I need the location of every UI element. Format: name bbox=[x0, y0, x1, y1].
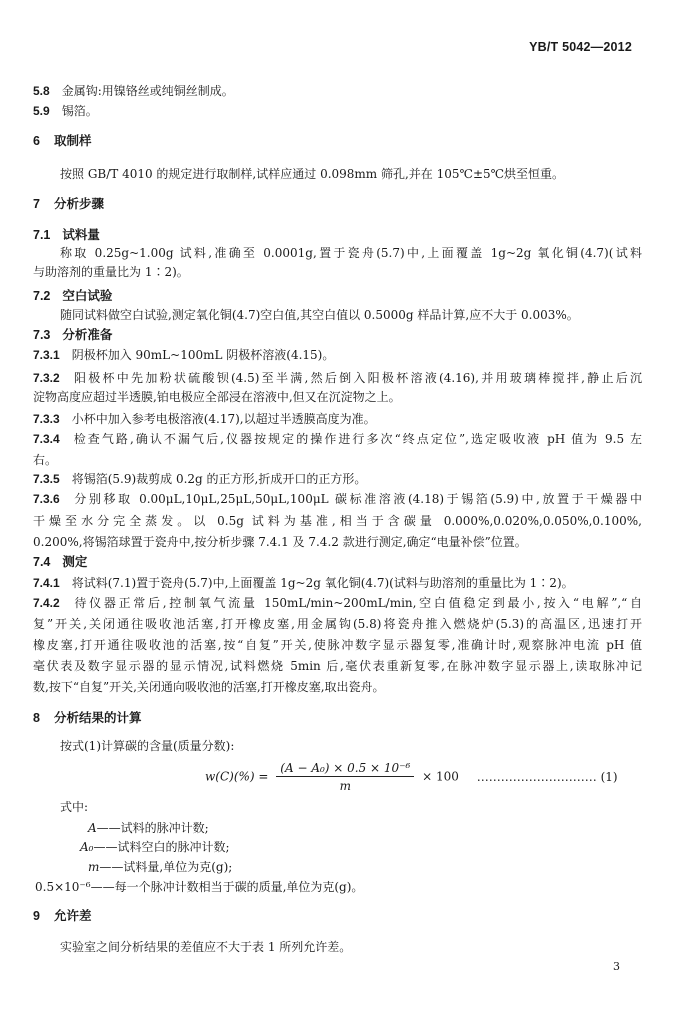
clause-7-4-1 bbox=[33, 576, 642, 591]
formula-rhs: × 100 bbox=[422, 769, 459, 784]
clause-number: 5.9 bbox=[33, 104, 50, 118]
clause-number: 7.3.2 bbox=[33, 371, 60, 385]
definition-m bbox=[88, 860, 232, 875]
definition-A0 bbox=[80, 840, 230, 855]
definition-text: ——试料的脉冲计数; bbox=[96, 821, 209, 835]
clause-number: 7.3.4 bbox=[33, 432, 60, 446]
subsection-heading-7-2 bbox=[33, 289, 642, 304]
clause-title: 分析准备 bbox=[62, 328, 113, 342]
section-number: 6 bbox=[33, 134, 40, 148]
paragraph-line: 随同试料做空白试验,测定氧化铜(4.7)空白值,其空白值以 0.5000g 样品计算,应不大于 0.003%。 bbox=[60, 308, 579, 322]
section-title: 允许差 bbox=[53, 909, 92, 923]
definition-A bbox=[88, 821, 209, 836]
clause-number: 7.1 bbox=[33, 228, 51, 242]
clause-title: 空白试验 bbox=[62, 289, 113, 303]
clause-title: 测定 bbox=[62, 555, 88, 569]
clause-number: 7.4.2 bbox=[33, 596, 60, 610]
paragraph-line: 毫伏表及数字显示器的显示情况,试料燃烧 5min 后,毫伏表重新复零,在脉冲数字显示器上,读取脉冲记 bbox=[33, 659, 642, 673]
paragraph-line: 干燥至水分完全蒸发。以 0.5g 试料为基准,相当于含碳量 0.000%,0.020%,0.050%,0.100%, bbox=[33, 514, 642, 528]
clause-7-3-5 bbox=[33, 472, 642, 487]
clause-text: 阴极杯加入 90mL~100mL 阴极杯溶液(4.15)。 bbox=[71, 348, 335, 362]
clause-text: 检查气路,确认不漏气后,仪器按规定的操作进行多次“终点定位”,选定吸收液 pH 值为 9.5 左 bbox=[71, 432, 642, 446]
definition-text: ——试料空白的脉冲计数; bbox=[93, 840, 230, 854]
section-heading-7 bbox=[33, 197, 642, 212]
standard-number: YB/T 5042—2012 bbox=[529, 40, 632, 54]
clause-5-8 bbox=[33, 84, 642, 99]
paragraph-line: 橡皮塞,打开通往吸收池的活塞,按“自复”开关,使脉冲数字显示器复零,准确计时,观察脉冲电流 pH 值 bbox=[33, 638, 642, 652]
subsection-heading-7-4 bbox=[33, 555, 642, 570]
section-number: 8 bbox=[33, 711, 40, 725]
section-number: 9 bbox=[33, 909, 40, 923]
clause-5-9 bbox=[33, 104, 642, 119]
where-label: 式中: bbox=[60, 800, 89, 814]
clause-7-3-1 bbox=[33, 348, 642, 363]
subsection-heading-7-1 bbox=[33, 228, 642, 243]
clause-text: 待仪器正常后,控制氧气流量 150mL/min~200mL/min,空白值稳定到最小,按入“电解”,“自 bbox=[71, 596, 642, 610]
subsection-heading-7-3 bbox=[33, 328, 642, 343]
clause-7-3-3 bbox=[33, 412, 642, 427]
definition-symbol: A₀ bbox=[80, 840, 94, 854]
section-heading-6 bbox=[33, 134, 642, 149]
section-title: 分析步骤 bbox=[53, 197, 104, 211]
clause-number: 5.8 bbox=[33, 84, 50, 98]
clause-number: 7.2 bbox=[33, 289, 51, 303]
clause-text: 阳极杯中先加粉状硫酸钡(4.5)至半满,然后倒入阳极杯溶液(4.16),并用玻璃棒搅拌,静止后沉 bbox=[71, 371, 642, 385]
paragraph-line: 0.200%,将锡箔球置于瓷舟中,按分析步骤 7.4.1 及 7.4.2 款进行测定,确定“电量补偿”位置。 bbox=[33, 535, 527, 549]
definition-symbol: A bbox=[88, 821, 97, 835]
paragraph-line: 右。 bbox=[33, 453, 58, 467]
clause-number: 7.4.1 bbox=[33, 576, 60, 590]
formula-fraction bbox=[276, 761, 414, 793]
equation-number: ………………………… (1) bbox=[476, 769, 618, 784]
clause-number: 7.4 bbox=[33, 555, 51, 569]
definition-symbol: m bbox=[88, 860, 100, 874]
paragraph: 按照 GB/T 4010 的规定进行取制样,试样应通过 0.098mm 筛孔,并在 105℃±5℃烘至恒重。 bbox=[60, 167, 565, 181]
formula-lhs: w(C)(%) = bbox=[205, 769, 269, 784]
carbon-content-formula bbox=[205, 761, 618, 793]
page-number: 3 bbox=[613, 960, 620, 973]
clause-7-3-4 bbox=[33, 432, 642, 447]
definition-text: ——试料量,单位为克(g); bbox=[99, 860, 233, 874]
clause-text: 小杯中加入参考电极溶液(4.17),以超过半透膜高度为准。 bbox=[71, 412, 376, 426]
clause-text: 锡箔。 bbox=[61, 104, 98, 118]
paragraph-line: 复”开关,关闭通往吸收池活塞,打开橡皮塞,用金属钩(5.8)将瓷舟推入燃烧炉(5.3)的高温区,迅速打开 bbox=[33, 617, 642, 631]
definition-factor bbox=[35, 880, 363, 895]
paragraph: 实验室之间分析结果的差值应不大于表 1 所列允许差。 bbox=[60, 940, 352, 954]
formula-denominator: m bbox=[339, 779, 351, 793]
paragraph-line: 数,按下“自复”开关,关闭通向吸收池的活塞,打开橡皮塞,取出瓷舟。 bbox=[33, 680, 385, 694]
section-number: 7 bbox=[33, 197, 40, 211]
clause-7-3-6 bbox=[33, 492, 642, 507]
section-heading-8 bbox=[33, 711, 642, 726]
section-title: 取制样 bbox=[53, 134, 92, 148]
clause-7-3-2 bbox=[33, 371, 642, 386]
paragraph-line: 淀物高度应超过半透膜,铂电极应全部浸在溶液中,但又在沉淀物之上。 bbox=[33, 390, 401, 404]
clause-number: 7.3.1 bbox=[33, 348, 60, 362]
clause-number: 7.3 bbox=[33, 328, 51, 342]
paragraph-line: 称取 0.25g~1.00g 试料,准确至 0.0001g,置于瓷舟(5.7)中,上面覆盖 1g~2g 氧化铜(4.7)(试料 bbox=[60, 246, 642, 260]
definition-text: ——每一个脉冲计数相当于碳的质量,单位为克(g)。 bbox=[90, 880, 364, 894]
clause-text: 将锡箔(5.9)裁剪成 0.2g 的正方形,折成开口的正方形。 bbox=[71, 472, 367, 486]
clause-number: 7.3.3 bbox=[33, 412, 60, 426]
section-title: 分析结果的计算 bbox=[53, 711, 142, 725]
clause-text: 将试料(7.1)置于瓷舟(5.7)中,上面覆盖 1g~2g 氧化铜(4.7)(试料与助溶剂的重量比为 1∶2)。 bbox=[71, 576, 574, 590]
clause-number: 7.3.5 bbox=[33, 472, 60, 486]
clause-text: 金属钩:用镍铬丝或纯铜丝制成。 bbox=[61, 84, 234, 98]
clause-number: 7.3.6 bbox=[33, 492, 60, 506]
paragraph-line: 与助溶剂的重量比为 1∶2)。 bbox=[33, 265, 189, 279]
definition-symbol: 0.5×10⁻⁶ bbox=[35, 880, 91, 894]
section-heading-9 bbox=[33, 909, 642, 924]
paragraph: 按式(1)计算碳的含量(质量分数): bbox=[60, 739, 235, 753]
formula-numerator: (A − A₀) × 0.5 × 10⁻⁶ bbox=[276, 761, 414, 777]
clause-title: 试料量 bbox=[62, 228, 100, 242]
clause-text: 分别移取 0.00μL,10μL,25μL,50μL,100μL 碳标准溶液(4.18)于锡箔(5.9)中,放置于干燥器中 bbox=[71, 492, 642, 506]
clause-7-4-2 bbox=[33, 596, 642, 611]
